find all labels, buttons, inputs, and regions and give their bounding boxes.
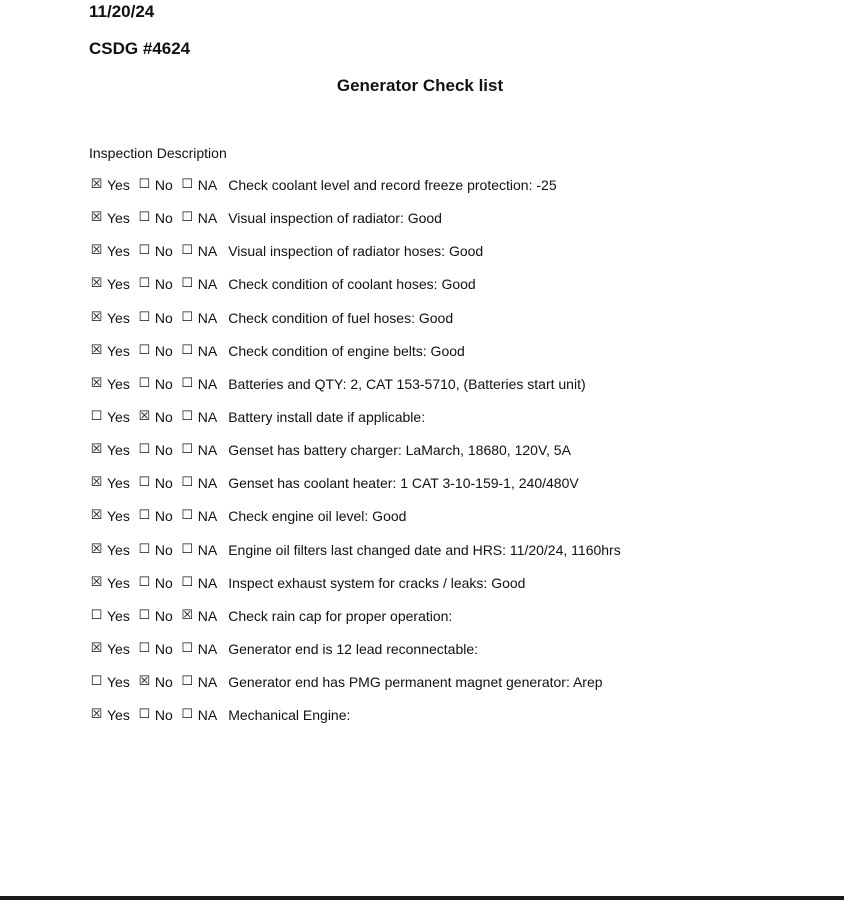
unchecked-checkbox-icon[interactable]: ☐ xyxy=(181,574,194,590)
option-na[interactable] xyxy=(180,540,224,560)
option-label-no: No xyxy=(154,707,173,724)
unchecked-checkbox-icon[interactable]: ☐ xyxy=(181,375,194,391)
option-na[interactable] xyxy=(180,374,224,394)
inspection-description: Battery install date if applicable: xyxy=(228,408,426,425)
option-label-yes: Yes xyxy=(107,475,130,492)
option-label-yes: Yes xyxy=(107,541,130,558)
option-no[interactable] xyxy=(137,341,180,361)
checklist-row xyxy=(89,341,809,374)
unchecked-checkbox-icon[interactable]: ☐ xyxy=(181,442,194,458)
option-na[interactable] xyxy=(180,241,224,261)
checklist-row xyxy=(89,440,809,473)
unchecked-checkbox-icon[interactable]: ☐ xyxy=(138,541,151,557)
option-no[interactable] xyxy=(137,274,180,294)
option-na[interactable] xyxy=(180,639,224,659)
option-na[interactable] xyxy=(180,473,224,493)
option-label-yes: Yes xyxy=(107,408,130,425)
option-label-na: NA xyxy=(197,541,218,558)
inspection-description: Check rain cap for proper operation: xyxy=(228,607,453,624)
option-yes[interactable] xyxy=(89,274,137,294)
section-label: Inspection Description xyxy=(89,145,227,161)
option-na[interactable] xyxy=(180,175,224,195)
unchecked-checkbox-icon[interactable]: ☐ xyxy=(181,541,194,557)
checklist-row xyxy=(89,506,809,539)
unchecked-checkbox-icon[interactable]: ☐ xyxy=(181,408,194,424)
unchecked-checkbox-icon[interactable]: ☐ xyxy=(181,475,194,491)
option-label-na: NA xyxy=(197,276,218,293)
option-label-no: No xyxy=(154,210,173,227)
unchecked-checkbox-icon[interactable]: ☐ xyxy=(138,442,151,458)
unchecked-checkbox-icon[interactable]: ☐ xyxy=(138,342,151,358)
checklist-row xyxy=(89,274,809,307)
unchecked-checkbox-icon[interactable]: ☐ xyxy=(138,210,151,226)
option-yes[interactable] xyxy=(89,407,137,427)
inspection-description: Generator end has PMG permanent magnet generator: Arep xyxy=(228,674,603,691)
option-label-yes: Yes xyxy=(107,674,130,691)
page-title: Generator Check list xyxy=(336,76,504,95)
checked-checkbox-icon[interactable]: ☒ xyxy=(90,177,103,192)
option-label-yes: Yes xyxy=(107,640,130,657)
option-label-na: NA xyxy=(197,342,218,359)
inspection-description: Genset has battery charger: LaMarch, 18680, 120V, 5A xyxy=(228,442,571,459)
option-yes[interactable] xyxy=(89,175,137,195)
option-label-no: No xyxy=(154,342,173,359)
option-no[interactable] xyxy=(137,440,180,460)
checklist-row xyxy=(89,407,809,440)
checked-checkbox-icon[interactable]: ☒ xyxy=(90,342,103,358)
checklist-row xyxy=(89,606,809,639)
option-no[interactable] xyxy=(137,407,180,427)
checked-checkbox-icon[interactable]: ☒ xyxy=(138,408,151,424)
option-label-na: NA xyxy=(197,210,218,227)
checked-checkbox-icon[interactable]: ☒ xyxy=(90,574,103,590)
option-no[interactable] xyxy=(137,473,180,493)
inspection-description: Check coolant level and record freeze protection: -25 xyxy=(228,177,557,193)
unchecked-checkbox-icon[interactable]: ☐ xyxy=(181,276,194,292)
unchecked-checkbox-icon[interactable]: ☐ xyxy=(138,607,151,623)
inspection-description: Visual inspection of radiator hoses: Good xyxy=(228,243,484,260)
option-na[interactable] xyxy=(180,705,224,725)
option-label-yes: Yes xyxy=(107,177,130,193)
checklist-row xyxy=(89,374,809,407)
unchecked-checkbox-icon[interactable]: ☐ xyxy=(138,640,151,656)
unchecked-checkbox-icon[interactable]: ☐ xyxy=(181,342,194,358)
inspection-description: Generator end is 12 lead reconnectable: xyxy=(228,640,479,657)
option-label-yes: Yes xyxy=(107,375,130,392)
checked-checkbox-icon[interactable]: ☒ xyxy=(90,475,103,491)
inspection-description: Check condition of coolant hoses: Good xyxy=(228,276,476,293)
option-label-na: NA xyxy=(197,243,218,260)
checked-checkbox-icon[interactable]: ☒ xyxy=(90,243,103,259)
option-label-no: No xyxy=(154,375,173,392)
inspection-description: Batteries and QTY: 2, CAT 153-5710, (Batteries start unit) xyxy=(228,375,586,392)
option-no[interactable] xyxy=(137,208,180,228)
unchecked-checkbox-icon[interactable]: ☐ xyxy=(90,408,103,424)
option-yes[interactable] xyxy=(89,672,137,692)
unchecked-checkbox-icon[interactable]: ☐ xyxy=(138,475,151,491)
checklist-row xyxy=(89,473,809,506)
unchecked-checkbox-icon[interactable]: ☐ xyxy=(181,508,194,524)
unchecked-checkbox-icon[interactable]: ☐ xyxy=(138,243,151,259)
option-label-na: NA xyxy=(197,574,218,591)
option-label-no: No xyxy=(154,177,173,193)
option-label-yes: Yes xyxy=(107,342,130,359)
unchecked-checkbox-icon[interactable]: ☐ xyxy=(181,243,194,259)
option-label-yes: Yes xyxy=(107,276,130,293)
option-label-no: No xyxy=(154,442,173,459)
option-label-yes: Yes xyxy=(107,574,130,591)
option-label-na: NA xyxy=(197,408,218,425)
checked-checkbox-icon[interactable]: ☒ xyxy=(90,210,103,226)
checklist-row xyxy=(89,540,809,573)
unchecked-checkbox-icon[interactable]: ☐ xyxy=(181,707,194,723)
option-no[interactable] xyxy=(137,506,180,526)
option-label-na: NA xyxy=(197,442,218,459)
checklist-row xyxy=(89,208,809,241)
inspection-description: Genset has coolant heater: 1 CAT 3-10-159-1, 240/480V xyxy=(228,475,579,492)
unchecked-checkbox-icon[interactable]: ☐ xyxy=(138,375,151,391)
checklist xyxy=(89,175,809,738)
option-yes[interactable] xyxy=(89,606,137,626)
option-na[interactable] xyxy=(180,573,224,593)
checklist-row xyxy=(89,573,809,606)
report-date: 11/20/24 xyxy=(89,2,155,21)
unchecked-checkbox-icon[interactable]: ☐ xyxy=(181,210,194,226)
unchecked-checkbox-icon[interactable]: ☐ xyxy=(138,574,151,590)
option-label-no: No xyxy=(154,243,173,260)
option-yes[interactable] xyxy=(89,573,137,593)
unchecked-checkbox-icon[interactable]: ☐ xyxy=(181,177,194,192)
option-label-no: No xyxy=(154,276,173,293)
option-label-no: No xyxy=(154,475,173,492)
option-no[interactable] xyxy=(137,573,180,593)
checked-checkbox-icon[interactable]: ☒ xyxy=(90,375,103,391)
option-yes[interactable] xyxy=(89,639,137,659)
unchecked-checkbox-icon[interactable]: ☐ xyxy=(90,607,103,623)
option-yes[interactable] xyxy=(89,540,137,560)
option-label-na: NA xyxy=(197,640,218,657)
option-na[interactable] xyxy=(180,208,224,228)
option-label-yes: Yes xyxy=(107,309,130,326)
checked-checkbox-icon[interactable]: ☒ xyxy=(90,276,103,292)
option-yes[interactable] xyxy=(89,208,137,228)
option-yes[interactable] xyxy=(89,440,137,460)
option-yes[interactable] xyxy=(89,341,137,361)
option-no[interactable] xyxy=(137,540,180,560)
checked-checkbox-icon[interactable]: ☒ xyxy=(90,309,103,325)
inspection-description: Engine oil filters last changed date and HRS: 11/20/24, 1160hrs xyxy=(228,541,621,558)
unchecked-checkbox-icon[interactable]: ☐ xyxy=(181,640,194,656)
option-label-yes: Yes xyxy=(107,243,130,260)
option-yes[interactable] xyxy=(89,374,137,394)
option-label-no: No xyxy=(154,607,173,624)
unchecked-checkbox-icon[interactable]: ☐ xyxy=(181,674,194,690)
unchecked-checkbox-icon[interactable]: ☐ xyxy=(138,309,151,325)
checklist-row xyxy=(89,175,809,208)
inspection-description: Check condition of fuel hoses: Good xyxy=(228,309,454,326)
option-label-no: No xyxy=(154,574,173,591)
unchecked-checkbox-icon[interactable]: ☐ xyxy=(138,276,151,292)
option-label-no: No xyxy=(154,541,173,558)
checklist-row xyxy=(89,241,809,274)
option-label-na: NA xyxy=(197,309,218,326)
option-yes[interactable] xyxy=(89,241,137,261)
unchecked-checkbox-icon[interactable]: ☐ xyxy=(90,674,103,690)
option-no[interactable] xyxy=(137,241,180,261)
checked-checkbox-icon[interactable]: ☒ xyxy=(90,508,103,524)
option-na[interactable] xyxy=(180,308,224,328)
option-label-na: NA xyxy=(197,177,218,193)
checked-checkbox-icon[interactable]: ☒ xyxy=(90,442,103,458)
checklist-row xyxy=(89,705,809,738)
option-label-na: NA xyxy=(197,674,218,691)
unchecked-checkbox-icon[interactable]: ☐ xyxy=(181,309,194,325)
option-label-yes: Yes xyxy=(107,508,130,525)
option-label-yes: Yes xyxy=(107,707,130,724)
bottom-divider xyxy=(0,896,844,900)
option-label-na: NA xyxy=(197,707,218,724)
option-label-yes: Yes xyxy=(107,210,130,227)
unchecked-checkbox-icon[interactable]: ☐ xyxy=(138,707,151,723)
option-label-yes: Yes xyxy=(107,442,130,459)
option-label-na: NA xyxy=(197,508,218,525)
option-na[interactable] xyxy=(180,506,224,526)
option-label-no: No xyxy=(154,674,173,691)
option-na[interactable] xyxy=(180,407,224,427)
option-no[interactable] xyxy=(137,672,180,692)
option-yes[interactable] xyxy=(89,308,137,328)
option-label-yes: Yes xyxy=(107,607,130,624)
unchecked-checkbox-icon[interactable]: ☐ xyxy=(138,177,151,192)
option-no[interactable] xyxy=(137,175,180,195)
option-label-no: No xyxy=(154,408,173,425)
option-na[interactable] xyxy=(180,274,224,294)
option-na[interactable] xyxy=(180,341,224,361)
option-no[interactable] xyxy=(137,639,180,659)
option-label-na: NA xyxy=(197,607,218,624)
inspection-description: Visual inspection of radiator: Good xyxy=(228,210,442,227)
option-na[interactable] xyxy=(180,606,224,626)
inspection-description: Check condition of engine belts: Good xyxy=(228,342,465,359)
checked-checkbox-icon[interactable]: ☒ xyxy=(181,607,194,623)
option-label-no: No xyxy=(154,508,173,525)
unchecked-checkbox-icon[interactable]: ☐ xyxy=(138,508,151,524)
checklist-row xyxy=(89,308,809,341)
option-yes[interactable] xyxy=(89,705,137,725)
option-label-no: No xyxy=(154,309,173,326)
checked-checkbox-icon[interactable]: ☒ xyxy=(90,707,103,723)
checklist-row xyxy=(89,672,809,705)
option-label-na: NA xyxy=(197,475,218,492)
checklist-row xyxy=(89,639,809,672)
document-id: CSDG #4624 xyxy=(89,39,191,58)
option-no[interactable] xyxy=(137,606,180,626)
option-na[interactable] xyxy=(180,440,224,460)
option-label-no: No xyxy=(154,640,173,657)
inspection-description: Mechanical Engine: xyxy=(228,707,351,724)
inspection-description: Inspect exhaust system for cracks / leaks: Good xyxy=(228,574,526,591)
checked-checkbox-icon[interactable]: ☒ xyxy=(138,674,151,690)
checked-checkbox-icon[interactable]: ☒ xyxy=(90,640,103,656)
option-label-na: NA xyxy=(197,375,218,392)
option-no[interactable] xyxy=(137,705,180,725)
option-yes[interactable] xyxy=(89,473,137,493)
inspection-description: Check engine oil level: Good xyxy=(228,508,407,525)
option-na[interactable] xyxy=(180,672,224,692)
option-no[interactable] xyxy=(137,308,180,328)
option-no[interactable] xyxy=(137,374,180,394)
option-yes[interactable] xyxy=(89,506,137,526)
checked-checkbox-icon[interactable]: ☒ xyxy=(90,541,103,557)
